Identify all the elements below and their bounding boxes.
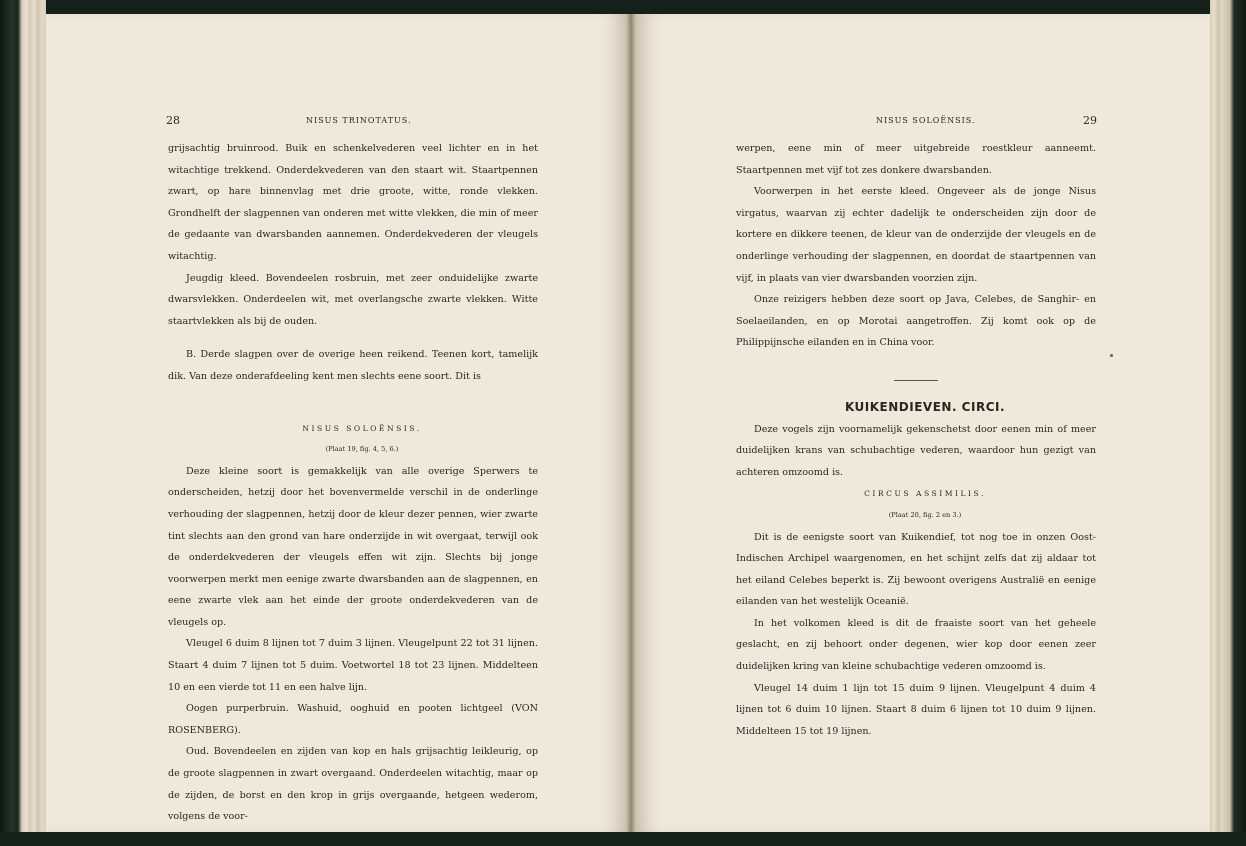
right-page-text bbox=[736, 138, 1096, 742]
bottom-edge bbox=[0, 832, 1246, 846]
right-paragraph-section: Deze vogels zijn voornamelijk gekenschetst door eenen min of meer duidelijken krans van schubachtige vederen, waardoor hun gezigt van achteren omzoomd is. bbox=[736, 423, 1096, 478]
left-cover-edge bbox=[0, 0, 46, 846]
section-divider bbox=[894, 380, 938, 381]
left-eyes-ref: (VON ROSENBERG). bbox=[168, 703, 538, 736]
left-paragraph-measure: Vleugel 6 duim 8 lijnen tot 7 duim 3 lijnen. Vleugelpunt 22 tot 31 lijnen. Staart 4 duim 7 lijnen tot 5 duim. Voetwortel 18 tot 23 lijnen. Middelteen 10 en een vierde tot 11 en een halve lijn. bbox=[168, 638, 538, 693]
left-paragraph-desc: Deze kleine soort is gemakkelijk van alle overige Sperwers te onderscheiden, hetzij door het bovenvermelde verschil in de onderlinge verhouding der slagpennen, hetzij door de kleur dezer pennen, wier zwarte tint slechts aan den grond van hare onderzijde in wit overgaat, terwijl ook de onderdekvederen der vleugels effen wit zijn. Slechts bij jonge voorwerpen merkt men eenige zwarte dwarsbanden aan de slagpennen, en eene zwarte vlek aan het einde der groote onderdekvederen van de vleugels op. bbox=[168, 465, 538, 628]
left-paragraph-eyes bbox=[168, 698, 538, 741]
left-paragraph-intro: grijsachtig bruinrood. Buik en schenkelvederen veel lichter en in het witachtige trekkend. Onderdekvederen van den staart wit. Staartpennen zwart, op hare binnenvlag met drie groote, witte, ronde vlekken. Grondhelft der slagpennen van onderen met witte vlekken, die min of meer de gedaante van dwarsbanden aannemen. Onderdekvederen der vleugels witachtig. bbox=[168, 143, 538, 262]
left-plate-ref: (Plaat 19, fig. 4, 5, 6.) bbox=[325, 445, 399, 454]
left-page bbox=[46, 14, 626, 832]
right-paragraph-full: In het volkomen kleed is dit de fraaiste soort van het geheele geslacht, en zij behoort onder degenen, wier kop door eenen zeer duidelijken kring van kleine schubachtige vederen omzoomd is. bbox=[736, 617, 1096, 673]
left-page-number: 28 bbox=[166, 114, 180, 127]
left-paragraph-b: B. Derde slagpen over de overige heen reikend. Teenen kort, tamelijk dik. Van deze onderafdeeling kent men slechts eene soort. Dit is bbox=[168, 349, 538, 382]
right-paragraph-only: Dit is de eenigste soort van Kuikendief, tot nog toe in onzen Oost-Indischen Archipel waargenomen, en het schijnt zelfs dat zij aldaar tot het eiland Celebes beperkt is. Zij bewoont overigens Australië en eenige eilanden van het westelijk Oceanië. bbox=[736, 531, 1096, 608]
right-running-head: NISUS SOLOËNSIS. bbox=[876, 116, 976, 125]
left-eyes-text: Oogen purperbruin. Washuid, ooghuid en pooten lichtgeel bbox=[186, 703, 503, 715]
right-page-number: 29 bbox=[1083, 114, 1097, 127]
right-plate-ref: (Plaat 20, fig. 2 en 3.) bbox=[888, 510, 962, 519]
left-paragraph-old: Oud. Bovendeelen en zijden van kop en hals grijsachtig leikleurig, op de groote slagpennen in zwart overgaand. Onderdeelen witachtig, maar op de zijden, de borst en den krop in grijs overgaande, hetgeen wederom, volgens de voor- bbox=[168, 746, 538, 823]
paper-speck bbox=[1110, 354, 1113, 357]
right-cover-edge bbox=[1210, 0, 1246, 846]
right-paragraph-travel: Onze reizigers hebben deze soort op Java, Celebes, de Sanghir- en Soelaeilanden, en op Morotai aangetroffen. Zij komt ook op de Philippijnsche eilanden en in China voor. bbox=[736, 294, 1096, 349]
left-running-head: NISUS TRINOTATUS. bbox=[306, 116, 412, 125]
top-edge bbox=[0, 0, 1246, 14]
book-gutter bbox=[626, 14, 636, 832]
right-species-title: CIRCUS ASSIMILIS. bbox=[864, 489, 986, 499]
right-page bbox=[636, 14, 1210, 832]
left-paragraph-young: Jeugdig kleed. Bovendeelen rosbruin, met zeer onduidelijke zwarte dwarsvlekken. Onderdeelen wit, met overlangsche zwarte vlekken. Witte staartvlekken als bij de ouden. bbox=[168, 272, 538, 327]
left-species-title: NISUS SOLOËNSIS. bbox=[302, 423, 422, 433]
right-paragraph-first: Voorwerpen in het eerste kleed. Ongeveer als de jonge Nisus virgatus, waarvan zij echter dadelijk te onderscheiden zijn door de kortere en dikkere teenen, de kleur van de onderzijde der vleugels en de onderlinge verhouding der slagpennen, en doordat de staartpennen van vijf, in plaats van vier dwarsbanden voorzien zijn. bbox=[736, 186, 1096, 284]
left-page-text bbox=[168, 138, 538, 828]
right-paragraph-cont: werpen, eene min of meer uitgebreide roestkleur aanneemt. Staartpennen met vijf tot zes donkere dwarsbanden. bbox=[736, 143, 1096, 176]
section-title: KUIKENDIEVEN. CIRCI. bbox=[844, 399, 1006, 414]
right-paragraph-measure: Vleugel 14 duim 1 lijn tot 15 duim 9 lijnen. Vleugelpunt 4 duim 4 lijnen tot 6 duim 10 lijnen. Staart 8 duim 6 lijnen tot 10 duim 9 lijnen. Middelteen 15 tot 19 lijnen. bbox=[736, 682, 1096, 737]
